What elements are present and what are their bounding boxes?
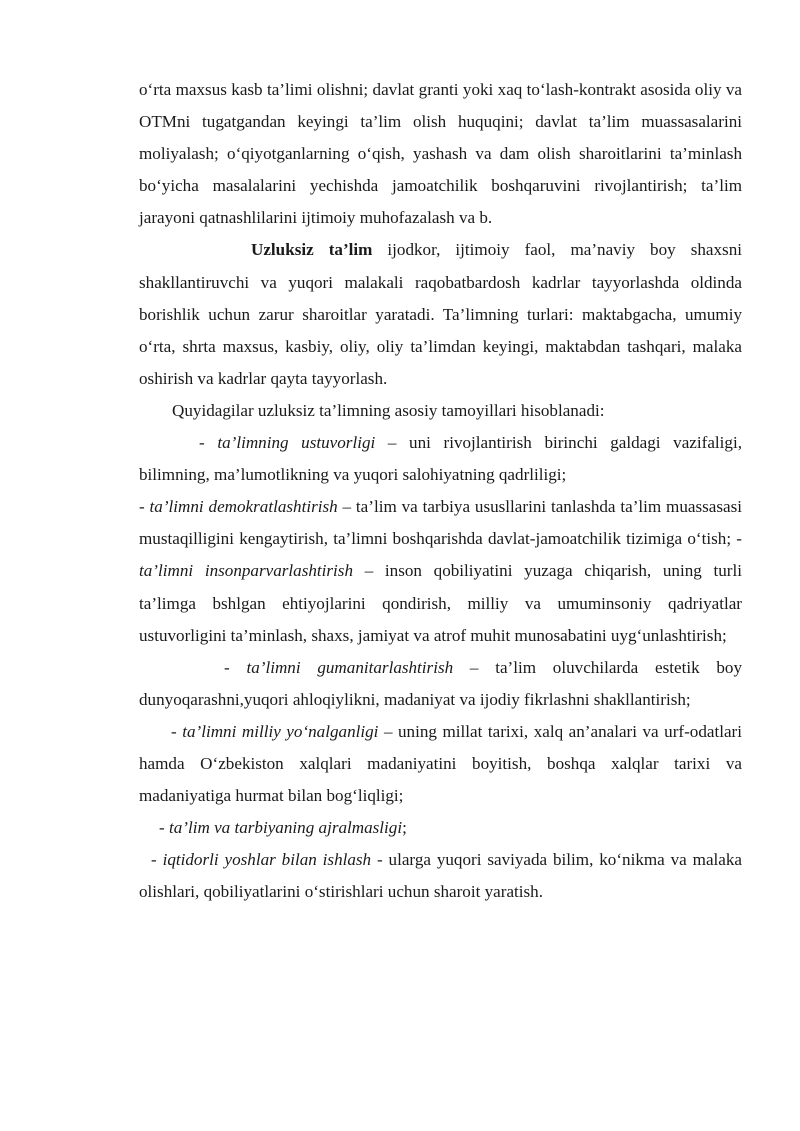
principle-term: ta’limni gumanitarlashtirish — [246, 657, 454, 677]
principle-term: ta’limni insonparvarlashtirish — [139, 561, 353, 581]
principle-dash: - — [171, 721, 183, 741]
principle-text: – inson qobiliyatini yuzaga chiqarish, uning turli ta’limga bshlgan ehtiyojlarini qondirish, milliy va umuminsoniy qadriyatlar ustuvorligini ta’minlash, shaxs, jamiyat va atrof muhit munosabatini uyg‘unlashtirish; — [139, 561, 743, 645]
principle-national-orientation — [139, 716, 742, 812]
principle-dash: - — [224, 657, 247, 677]
principle-term: ta’limning ustuvorligi — [217, 433, 376, 453]
principle-text: - ularga yuqori saviyada bilim, ko‘nikma va malaka olishlari, qobiliyatlarini o‘stirishlari uchun sharoit yaratish. — [139, 850, 742, 902]
principle-term: ta’lim va tarbiyaning ajralmasligi — [168, 818, 403, 838]
principle-term: ta’limni demokratlashtirish — [149, 497, 338, 517]
principle-term: iqtidorli yoshlar bilan ishlash — [162, 850, 372, 870]
principle-inseparability — [139, 812, 742, 844]
principle-text: – ta’lim va tarbiya ususllarini tanlashda ta’lim muassasasi mustaqilligini kengaytirish, ta’limni boshqarishda davlat-jamoatchilik tizimiga o‘tish; - — [139, 497, 742, 549]
principle-gifted-youth — [139, 844, 742, 908]
principle-text: – uni rivojlantirish birinchi galdagi vazifaligi, bilimning, ma’lumotlikning va yuqori salohiyatning qadrliligi; — [139, 433, 742, 485]
principle-text: – ta’lim oluvchilarda estetik boy dunyoqarashni,yuqori ahloqiylikni, madaniyat va ijodiy fikrlashni shakllantirish; — [139, 657, 743, 709]
principle-dash: - — [199, 433, 218, 453]
principle-democratization — [139, 491, 742, 651]
principle-dash: - — [159, 818, 169, 838]
principle-term: ta’limni milliy yo‘nalganligi — [182, 721, 379, 741]
document-body — [139, 74, 742, 908]
uzluksiz-talim-text: ijodkor, ijtimoiy faol, ma’naviy boy shaxsni shakllantiruvchi va yuqori malakali raqobatbardosh kadrlar tayyorlashda oldinda borishlik uchun zarur sharoitlar yaratadi. Ta’limning turlari: maktabgacha, umumiy o‘rta, shrta maxsus, kasbiy, oliy, oliy ta’limdan keyingi, maktabdan tashqari, malaka oshirish va kadrlar qayta tayyorlash. — [139, 240, 742, 388]
principle-text: – uning millat tarixi, xalq an’analari va urf-odatlari hamda O‘zbekiston xalqlari madaniyatini boyitish, boshqa xalqlar tarixi va madaniyatiga hurmat bilan bog‘liqligi; — [139, 721, 742, 806]
uzluksiz-talim-paragraph — [139, 234, 742, 394]
intro-paragraph: o‘rta maxsus kasb ta’limi olishni; davlat granti yoki xaq to‘lash-kontrakt asosida oliy va OTMni tugatgandan keyingi ta’lim olish huquqini; davlat ta’lim muassasalarini moliyalash; o‘qiyotganlarning o‘qish, yashash va dam olish sharoitlarini ta’minlash bo‘yicha masalalarini yechishda jamoatchilik boshqaruvini rivojlantirish; ta’lim jarayoni qatnashlilarini ijtimoiy muhofazalash va b. — [139, 80, 742, 228]
principle-dash: - — [151, 850, 163, 870]
uzluksiz-talim-term: Uzluksiz ta’lim — [251, 240, 373, 260]
principle-humanitarization — [139, 652, 742, 716]
principles-intro: Quyidagilar uzluksiz ta’limning asosiy tamoyillari hisoblanadi: — [172, 400, 605, 420]
principle-dash: - — [139, 497, 150, 517]
principle-text: ; — [402, 818, 407, 838]
principle-priority — [139, 427, 742, 491]
